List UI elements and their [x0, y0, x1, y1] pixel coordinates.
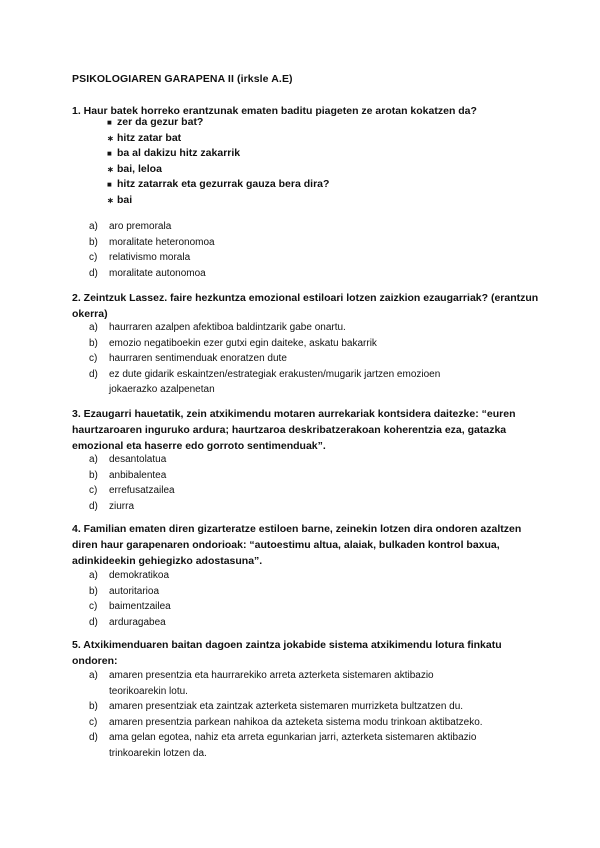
question-1-dialogue — [107, 115, 329, 209]
square-bullet-icon: ■ — [107, 180, 112, 190]
option-b: b) amaren presentziak eta zaintzak azterketa sistemaren murrizketa bultzatzen du. — [89, 701, 464, 712]
question-1-options — [89, 219, 539, 281]
asterisk-bullet-icon: ∗ — [107, 133, 114, 143]
question-4-options — [89, 568, 539, 630]
option-b: b) anbibalentea — [89, 469, 167, 481]
question-4-text: 4. Familian ematen diren gizarteratze estiloen barne, zeinekin lotzen dira ondoren azaltzen diren haur garapenaren ondorioak: “autoestimu altua, alaiak, bulkaden kontrol baxua, adinkideekin gehiegizko adostasuna”. — [72, 523, 522, 567]
option-a: a) desantolatua — [89, 454, 167, 465]
dialogue-line: ∗ hitz zatar bat — [107, 131, 329, 147]
option-b: b) autoritarioa — [89, 585, 160, 597]
square-bullet-icon: ■ — [107, 149, 112, 159]
option-c: c) haurraren sentimenduak enoratzen dute — [89, 353, 287, 364]
question-3-text: 3. Ezaugarri hauetatik, zein atxikimendu motaren aurrekariak kontsidera daitezke: “euren haurtzaroaren inguruko ardura; haurtzaroa deskribatzerakoan koherentzia eza, gatazka emozional eta haserre edo gorroto sentimenduak”. — [72, 408, 516, 452]
asterisk-bullet-icon: ∗ — [107, 164, 114, 174]
question-3-options — [89, 452, 539, 514]
option-d: d) ziurra — [89, 500, 135, 512]
option-a: a) amaren presentzia eta haurrarekiko arreta azterketa sistemaren aktibazio teorikoarekin lotu. — [89, 670, 434, 697]
question-2-text: 2. Zeintzuk Lassez. faire hezkuntza emozional estiloari lotzen zaizkion ezaugarriak? (erantzun okerra) — [72, 292, 539, 320]
dialogue-line: ■ zer da gezur bat? — [107, 115, 329, 131]
option-b: b) emozio negatiboekin ezer gutxi egin daiteke, askatu bakarrik — [89, 337, 377, 349]
question-2-options — [89, 320, 539, 398]
dialogue-line: ■ hitz zatarrak eta gezurrak gauza bera dira? — [107, 177, 329, 193]
option-c: c) amaren presentzia parkean nahikoa da azteketa sistema modu trinkoan aktibatzeko. — [89, 716, 483, 728]
option-c: c) relativismo morala — [89, 252, 191, 263]
option-d: d) ez dute gidarik eskaintzen/estrategiak erakusten/mugarik jartzen emozioen jokaerazko azalpenetan — [89, 368, 441, 395]
option-c: c) baimentzailea — [89, 601, 171, 612]
square-bullet-icon: ■ — [107, 118, 112, 127]
option-d: d) moralitate autonomoa — [89, 267, 206, 279]
dialogue-line: ■ ba al dakizu hitz zakarrik — [107, 146, 329, 162]
option-d: d) ama gelan egotea, nahiz eta arreta egunkarian jarri, azterketa sistemaren aktibazio trinkoarekin lotzen da. — [89, 732, 477, 759]
question-5-text: 5. Atxikimenduaren baitan dagoen zaintza jokabide sistema atxikimendu lotura finkatu ondoren: — [72, 639, 502, 667]
dialogue-line: ∗ bai — [107, 193, 329, 209]
option-c: c) errefusatzailea — [89, 485, 175, 496]
option-a: a) aro premorala — [89, 221, 172, 232]
asterisk-bullet-icon: ∗ — [107, 195, 114, 205]
document-title: PSIKOLOGIAREN GARAPENA II (irksle A.E) — [72, 73, 293, 85]
option-a: a) haurraren azalpen afektiboa baldintzarik gabe onartu. — [89, 322, 346, 333]
question-5-options — [89, 668, 529, 761]
question-1-text: 1. Haur batek horreko erantzunak ematen baditu piageten ze arotan kokatzen da? — [72, 105, 477, 117]
option-b: b) moralitate heteronomoa — [89, 236, 215, 248]
option-a: a) demokratikoa — [89, 570, 170, 581]
dialogue-line: ∗ bai, leloa — [107, 162, 329, 178]
option-d: d) arduragabea — [89, 616, 166, 628]
